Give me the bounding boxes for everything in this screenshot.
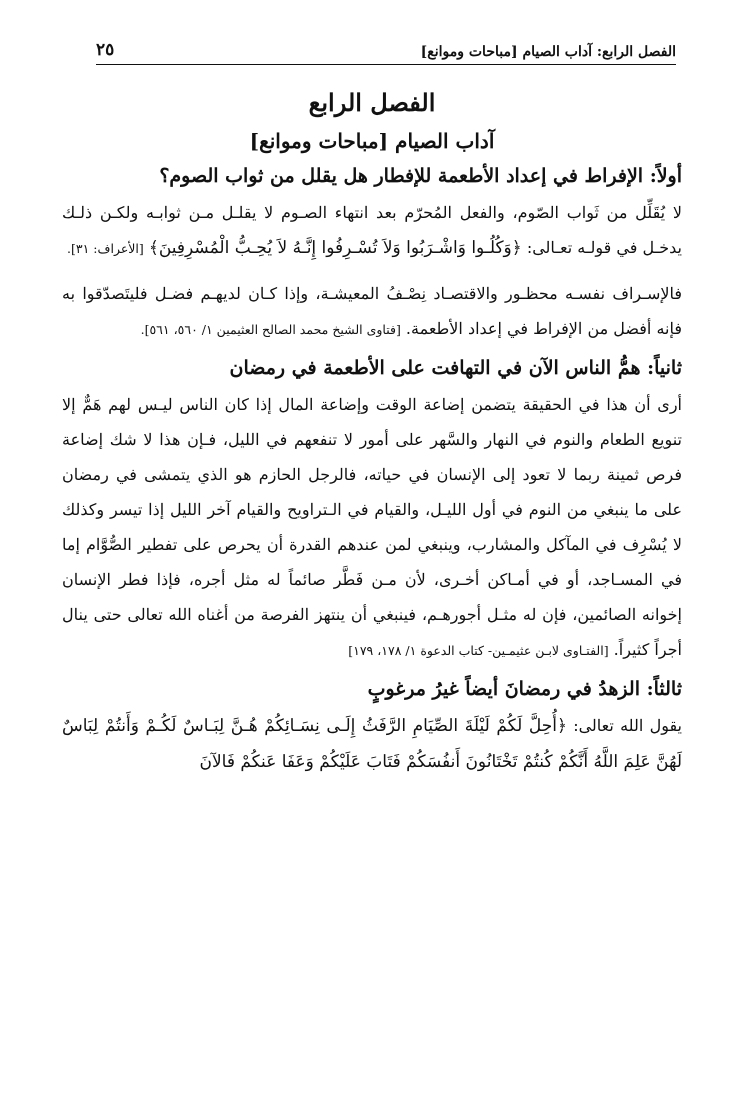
section-heading-2: ثانياً: همُّ الناس الآن في التهافت على الأطعمة في رمضان (229, 357, 682, 379)
paragraph-text: يقول الله تعالى: (573, 716, 683, 735)
page-number: ٢٥ (96, 40, 115, 60)
paragraph-text: أرى أن هذا في الحقيقة يتضمن إضاعة الوقت وإضاعة المال إذا كان الناس ليـس لهم هَمٌّ إلا تنويع الطعام والنوم في النهار والسَّهر على أمور لا تنفعهم في الليل، فـإن هذا لا شك إضاعة فرص ثمينة ربما لا تعود إلى الإنسان في حياته، فالرجل الحازم هو الذي يتمشى في رمضان على ما ينبغي من النوم في أول الليـل، والقيام في الـتراويح والقيام آخر الليل إذا تيسر وكذلك لا يُسْرِف في المآكل والمشارب، وينبغي لمن عندهم القدرة أن يحرص على تفطير الصُّوَّام إما في المسـاجد، أو في أمـاكن أخـرى، لأن مـن فَطَّر صائماً له مثل أجره، فإذا فطر الإنسان إخوانه الصائمين، فإن له مثـل أجورهـم، فينبغي أن ينتهز الفرصة من أغناه الله تعالى حتى ينال أجراً كثيراً. (62, 395, 682, 659)
running-header-title: الفصل الرابع: آداب الصيام [مباحات وموانع] (420, 44, 676, 60)
citation: [الأعراف: ٣١]. (67, 241, 144, 256)
paragraph (62, 195, 682, 266)
citation: [الفتـاوى لابـن عثيمـين- كتاب الدعوة ١/ ١٧٨، ١٧٩] (348, 643, 609, 658)
paragraph (62, 276, 682, 347)
paragraph (62, 387, 682, 668)
section-heading-1: أولاً: الإفراط في إعداد الأطعمة للإفطار هل يقلل من ثواب الصوم؟ (159, 165, 682, 187)
running-header (96, 32, 676, 65)
quran-verse: ﴿أُحِلَّ لَكُمْ لَيْلَةَ الصِّيَامِ الرَّفَثُ إِلَـى نِسَـائِكُمْ هُـنَّ لِبَـاسٌ لَكُـمْ وَأَنتُمْ لِبَاسٌ لَهُنَّ عَلِمَ اللَّهُ أَنَّكُمْ كُنتُمْ تَخْتَانُونَ أَنفُسَكُمْ فَتَابَ عَلَيْكُمْ وَعَفَا عَنكُمْ فَالآنَ (62, 716, 682, 772)
paragraph (62, 708, 682, 780)
paragraph-text: فالإسـراف نفسـه محظـور والاقتصـاد نِصْـفُ المعيشـة، وإذا كـان لديهـم فضـل فليتَصدّقوا به فإنه أفضل من الإفراط في إعداد الأطعمة. (62, 284, 682, 338)
chapter-title: الفصل الرابع (308, 88, 436, 117)
page-content (62, 80, 682, 790)
section-heading-3: ثالثاً: الزهدُ في رمضانَ أيضاً غيرُ مرغوبٍ (367, 678, 682, 700)
citation: [فتاوى الشيخ محمد الصالح العثيمين ١/ ٥٦٠، ٥٦١]. (140, 322, 401, 337)
chapter-subtitle: آداب الصيام [مباحات وموانع] (249, 129, 495, 153)
quran-verse: ﴿وَكُلُـوا وَاشْـرَبُوا وَلاَ تُسْـرِفُوا إِنَّـهُ لاَ يُحِـبُّ الْمُسْرِفِينَ﴾ (148, 238, 522, 258)
paragraph-text: لا يُقَلِّل من ثَواب الصّوم، والفعل المُحرّم بعد انتهاء الصـوم لا يقلـل مـن ثوابـه ولكـن ذلـك يدخـل في قولـه تعـالى: (62, 203, 683, 257)
